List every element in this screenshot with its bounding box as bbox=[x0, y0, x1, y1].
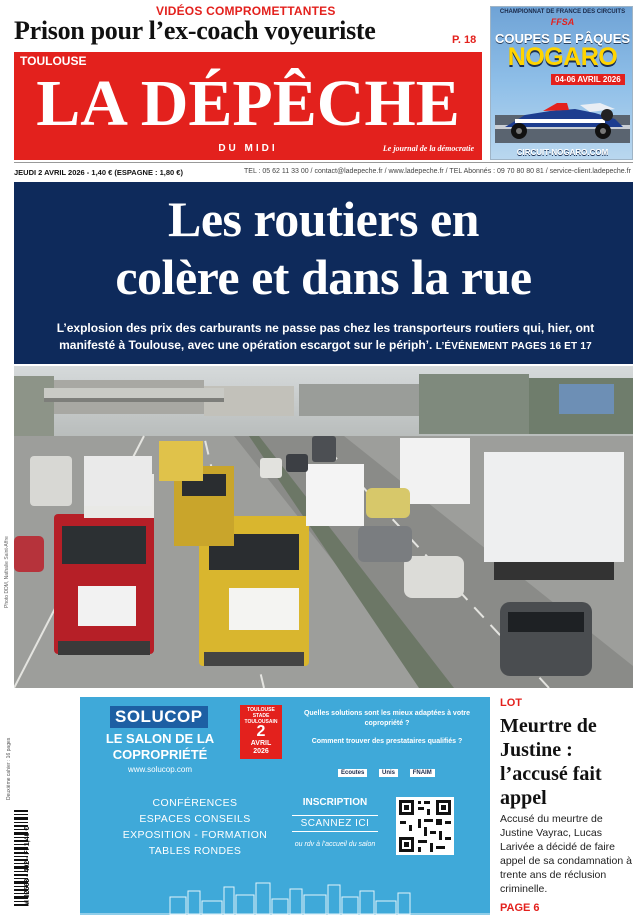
ad-venue: NOGARO bbox=[507, 43, 618, 71]
ad-question-2: Comment trouver des prestataires qualifiés ? bbox=[311, 738, 463, 745]
feature-item: EXPOSITION - FORMATION bbox=[122, 829, 268, 841]
event-year: 2026 bbox=[253, 748, 269, 755]
feature-item: TABLES RONDES bbox=[148, 845, 242, 857]
scan-here-label[interactable]: SCANNEZ ICI bbox=[292, 815, 378, 832]
masthead-rule bbox=[14, 162, 633, 163]
main-deck bbox=[28, 320, 623, 355]
photo-credit: Photo DDM, Nathalie Saint-Affre bbox=[4, 536, 10, 608]
barcode-code: M 02563 - 402 - F: 1,40 € bbox=[24, 826, 31, 906]
brief-body: Accusé du meurtre de Justine Vayrac, Lucas Larivée a décidé de faire appel de sa condamnation à trente ans de réclusion criminelle. bbox=[500, 813, 632, 895]
ad-nogaro[interactable] bbox=[490, 6, 633, 160]
teaser-page-ref: P. 18 bbox=[452, 34, 477, 46]
ad-title: COUPES DE PÂQUES bbox=[494, 31, 631, 46]
event-day: 2 bbox=[256, 723, 266, 740]
main-photo bbox=[14, 366, 633, 688]
brief-headline[interactable]: Meurtre de Justine : l’accusé fait appel bbox=[500, 715, 602, 809]
event-month-name: AVRIL bbox=[250, 740, 272, 747]
event-location: TOULOUSE STADE TOULOUSAIN bbox=[244, 707, 278, 725]
masthead bbox=[14, 52, 482, 160]
main-headline bbox=[14, 190, 633, 306]
inscription-label: INSCRIPTION bbox=[302, 797, 368, 808]
solucop-logo: SOLUCOP bbox=[110, 706, 208, 728]
issue-date-price: JEUDI 2 AVRIL 2026 - 1,40 € (ESPAGNE : 1,80 €) bbox=[14, 168, 183, 177]
rdv-note: ou rdv à l’accueil du salon bbox=[294, 841, 376, 848]
event-date-box bbox=[240, 705, 282, 759]
edition-city: TOULOUSE bbox=[20, 54, 87, 68]
edition-note: Deuxième cahier : 16 pages bbox=[6, 737, 12, 800]
main-page-ref: L’ÉVÉNEMENT PAGES 16 ET 17 bbox=[435, 341, 592, 352]
main-deck-text: L’explosion des prix des carburants ne passe pas chez les transporteurs routiers qui, hier, ont manifesté à Toulouse, avec une opération escargot sur le périph’. bbox=[56, 321, 595, 352]
teaser-headline[interactable]: Prison pour l’ex-coach voyeuriste bbox=[14, 16, 376, 45]
teaser-kicker: VIDÉOS COMPROMETTANTES bbox=[156, 4, 336, 18]
sponsor-logos bbox=[338, 769, 445, 777]
feature-item: ESPACES CONSEILS bbox=[139, 813, 251, 825]
salon-title-line1: LE SALON DE LA bbox=[105, 731, 215, 746]
brief-section: LOT bbox=[500, 697, 522, 709]
main-story[interactable] bbox=[14, 182, 633, 364]
ffsa-logo: FFSA bbox=[550, 17, 575, 27]
ad-championship: CHAMPIONNAT DE FRANCE DES CIRCUITS bbox=[499, 9, 626, 15]
sponsor-logo: FNAIM bbox=[410, 769, 435, 777]
ad-question-1: Quelles solutions sont les mieux adaptées à votre copropriété ? bbox=[303, 710, 471, 727]
qr-code-icon[interactable] bbox=[396, 797, 454, 855]
event-month bbox=[240, 740, 282, 756]
sponsor-logo: Ecoutes bbox=[338, 769, 367, 777]
salon-title-line2: COPROPRIÉTÉ bbox=[112, 747, 208, 762]
newspaper-tagline: Le journal de la démocratie bbox=[382, 144, 474, 153]
solucop-url[interactable]: www.solucop.com bbox=[127, 765, 193, 774]
feature-item: CONFÉRENCES bbox=[152, 797, 238, 809]
truck-convoy-image bbox=[14, 366, 633, 688]
salon-title bbox=[80, 731, 240, 763]
race-car-image bbox=[495, 85, 630, 143]
ad-dates: 04-06 AVRIL 2026 bbox=[551, 74, 625, 85]
ad-website[interactable]: CIRCUIT-NOGARO.COM bbox=[516, 148, 609, 157]
city-skyline-image bbox=[80, 875, 490, 915]
sponsor-logo: Unis bbox=[379, 769, 398, 777]
contact-line: TEL : 05 62 11 33 00 / contact@ladepeche.fr / www.ladepeche.fr / TEL Abonnés : 09 70 80 80 81 / service-client.ladepeche.fr bbox=[244, 168, 631, 175]
main-headline-line1: Les routiers en bbox=[168, 191, 479, 247]
newspaper-name: LA DÉPÊCHE bbox=[36, 67, 460, 140]
ad-solucop[interactable] bbox=[80, 697, 490, 915]
main-headline-line2: colère et dans la rue bbox=[115, 249, 532, 305]
newspaper-subtitle: DU MIDI bbox=[218, 143, 278, 154]
brief-page-ref: PAGE 6 bbox=[500, 902, 540, 914]
